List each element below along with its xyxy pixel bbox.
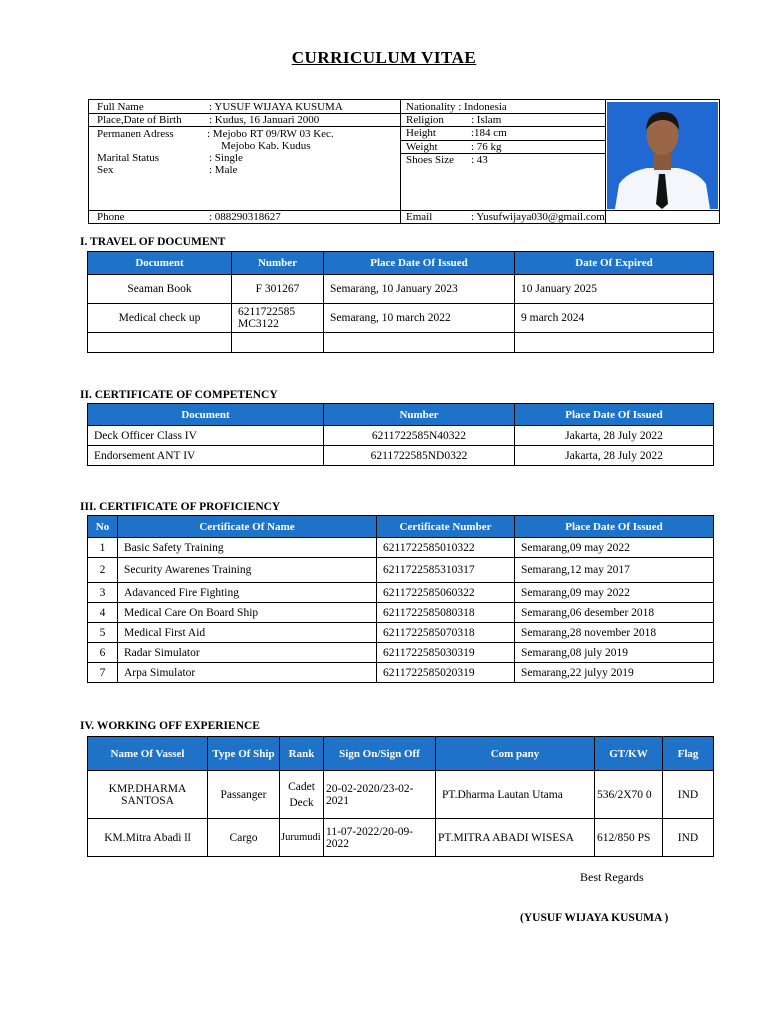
table-cell: IND [663, 771, 714, 819]
table-cell: Semarang,08 july 2019 [515, 643, 714, 663]
table-row [88, 426, 714, 446]
table-cell: Semarang, 10 January 2023 [324, 275, 515, 304]
table-row [88, 304, 714, 333]
table-cell: 6211722585 MC3122 [232, 304, 324, 333]
table-row [88, 275, 714, 304]
table-cell: 5 [88, 623, 118, 643]
table-row [88, 623, 714, 643]
birth-value: : Kudus, 16 Januari 2000 [209, 114, 320, 126]
shoes-label: Shoes Size [406, 154, 454, 166]
table-cell: 6211722585010322 [377, 538, 515, 558]
table-cell: 4 [88, 603, 118, 623]
table-cell: Medical check up [88, 304, 232, 333]
table-cell: Radar Simulator [118, 643, 377, 663]
person-icon [607, 102, 718, 209]
phone-label: Phone [97, 211, 125, 223]
table-cell: Endorsement ANT IV [88, 446, 324, 466]
section-competency-heading: II. CERTIFICATE OF COMPETENCY [80, 389, 278, 401]
divider [89, 210, 719, 211]
table-cell: Semarang,28 november 2018 [515, 623, 714, 643]
address-label: Permanen Adress [97, 128, 174, 140]
table-cell: Jakarta, 28 July 2022 [515, 426, 714, 446]
table-cell: Arpa Simulator [118, 663, 377, 683]
table-cell: Cargo [208, 819, 280, 857]
column-header: Rank [280, 737, 324, 771]
divider [605, 100, 606, 223]
full-name-value: : YUSUF WIJAYA KUSUMA [209, 101, 343, 113]
sex-label: Sex [97, 164, 114, 176]
table-cell: Deck Officer Class IV [88, 426, 324, 446]
table-cell: Adavanced Fire Fighting [118, 583, 377, 603]
table-cell: Passanger [208, 771, 280, 819]
travel-table [87, 251, 714, 353]
table-cell: 2 [88, 558, 118, 583]
table-row [88, 603, 714, 623]
nationality: Nationality : Indonesia [406, 101, 507, 113]
table-cell: 3 [88, 583, 118, 603]
section-experience-heading: IV. WORKING OFF EXPERIENCE [80, 720, 260, 732]
table-cell: PT.Dharma Lautan Utama [436, 771, 595, 819]
religion-label: Religion [406, 114, 444, 126]
table-cell: 11-07-2022/20-09-2022 [324, 819, 436, 857]
table-cell: Jakarta, 28 July 2022 [515, 446, 714, 466]
signature-name: (YUSUF WIJAYA KUSUMA ) [520, 912, 669, 924]
table-cell: 9 march 2024 [515, 304, 714, 333]
table-cell: 7 [88, 663, 118, 683]
table-cell: 6211722585070318 [377, 623, 515, 643]
column-header: Place Date Of Issued [515, 516, 714, 538]
table-cell: 6211722585ND0322 [324, 446, 515, 466]
table-cell: KMP.DHARMA SANTOSA [88, 771, 208, 819]
column-header: Place Date Of Issued [515, 404, 714, 426]
proficiency-table [87, 515, 714, 683]
column-header: GT/KW [595, 737, 663, 771]
sex-value: : Male [209, 164, 238, 176]
table-cell: Seaman Book [88, 275, 232, 304]
table-cell: 6211722585030319 [377, 643, 515, 663]
column-header: Document [88, 252, 232, 275]
height-value: :184 cm [471, 127, 507, 139]
table-cell: 536/2X70 0 [595, 771, 663, 819]
competency-table [87, 403, 714, 466]
phone-value: : 088290318627 [209, 211, 281, 223]
table-cell: 612/850 PS [595, 819, 663, 857]
birth-label: Place,Date of Birth [97, 114, 182, 126]
column-header: Number [324, 404, 515, 426]
table-row [88, 538, 714, 558]
table-cell: Semarang,12 may 2017 [515, 558, 714, 583]
table-cell: Security Awarenes Training [118, 558, 377, 583]
table-cell: 6211722585060322 [377, 583, 515, 603]
table-cell [88, 333, 232, 353]
column-header: Certificate Of Name [118, 516, 377, 538]
full-name-label: Full Name [97, 101, 144, 113]
table-cell: 6211722585080318 [377, 603, 515, 623]
table-row [88, 583, 714, 603]
table-cell: Semarang, 10 march 2022 [324, 304, 515, 333]
table-cell: Semarang,09 may 2022 [515, 538, 714, 558]
column-header: No [88, 516, 118, 538]
table-cell [232, 333, 324, 353]
table-cell: Cadet Deck [280, 771, 324, 819]
experience-table [87, 736, 714, 857]
table-cell: Medical First Aid [118, 623, 377, 643]
address-value-line2: Mejobo Kab. Kudus [221, 140, 311, 152]
portrait-photo [607, 102, 718, 209]
table-cell: Semarang,09 may 2022 [515, 583, 714, 603]
page-title: CURRICULUM VITAE [291, 48, 477, 67]
column-header: Certificate Number [377, 516, 515, 538]
table-cell: 10 January 2025 [515, 275, 714, 304]
email-value: : Yusufwijaya030@gmail.com [471, 211, 605, 223]
table-cell: PT.MITRA ABADI WISESA [436, 819, 595, 857]
column-header: Number [232, 252, 324, 275]
table-cell: 6 [88, 643, 118, 663]
table-cell: Basic Safety Training [118, 538, 377, 558]
divider [400, 100, 401, 223]
table-row [88, 643, 714, 663]
height-label: Height [406, 127, 436, 139]
table-cell: KM.Mitra Abadi ll [88, 819, 208, 857]
marital-value: : Single [209, 152, 243, 164]
table-cell: 1 [88, 538, 118, 558]
table-row [88, 819, 714, 857]
table-cell: F 301267 [232, 275, 324, 304]
table-cell: 20-02-2020/23-02-2021 [324, 771, 436, 819]
table-cell: 6211722585N40322 [324, 426, 515, 446]
table-row [88, 771, 714, 819]
column-header: Sign On/Sign Off [324, 737, 436, 771]
column-header: Name Of Vassel [88, 737, 208, 771]
closing-regards: Best Regards [580, 870, 644, 884]
table-row [88, 333, 714, 353]
column-header: Place Date Of Issued [324, 252, 515, 275]
table-cell: Semarang,22 julyy 2019 [515, 663, 714, 683]
weight-label: Weight [406, 141, 438, 153]
shoes-value: : 43 [471, 154, 488, 166]
table-row [88, 446, 714, 466]
address-value: : Mejobo RT 09/RW 03 Kec. [207, 128, 334, 140]
table-cell: Semarang,06 desember 2018 [515, 603, 714, 623]
column-header: Date Of Expired [515, 252, 714, 275]
table-cell: Medical Care On Board Ship [118, 603, 377, 623]
column-header: Document [88, 404, 324, 426]
table-row [88, 558, 714, 583]
table-cell: 6211722585020319 [377, 663, 515, 683]
marital-label: Marital Status [97, 152, 160, 164]
table-cell: 6211722585310317 [377, 558, 515, 583]
table-cell: Jurumudi [280, 819, 324, 857]
personal-info-box [88, 99, 720, 224]
email-label: Email [406, 211, 433, 223]
weight-value: : 76 kg [471, 141, 502, 153]
table-cell [515, 333, 714, 353]
column-header: Flag [663, 737, 714, 771]
divider [89, 126, 400, 127]
table-row [88, 663, 714, 683]
table-cell [324, 333, 515, 353]
section-proficiency-heading: III. CERTIFICATE OF PROFICIENCY [80, 501, 281, 513]
table-cell: IND [663, 819, 714, 857]
column-header: Type Of Ship [208, 737, 280, 771]
religion-value: : Islam [471, 114, 502, 126]
section-travel-heading: I. TRAVEL OF DOCUMENT [80, 236, 226, 248]
column-header: Com pany [436, 737, 595, 771]
